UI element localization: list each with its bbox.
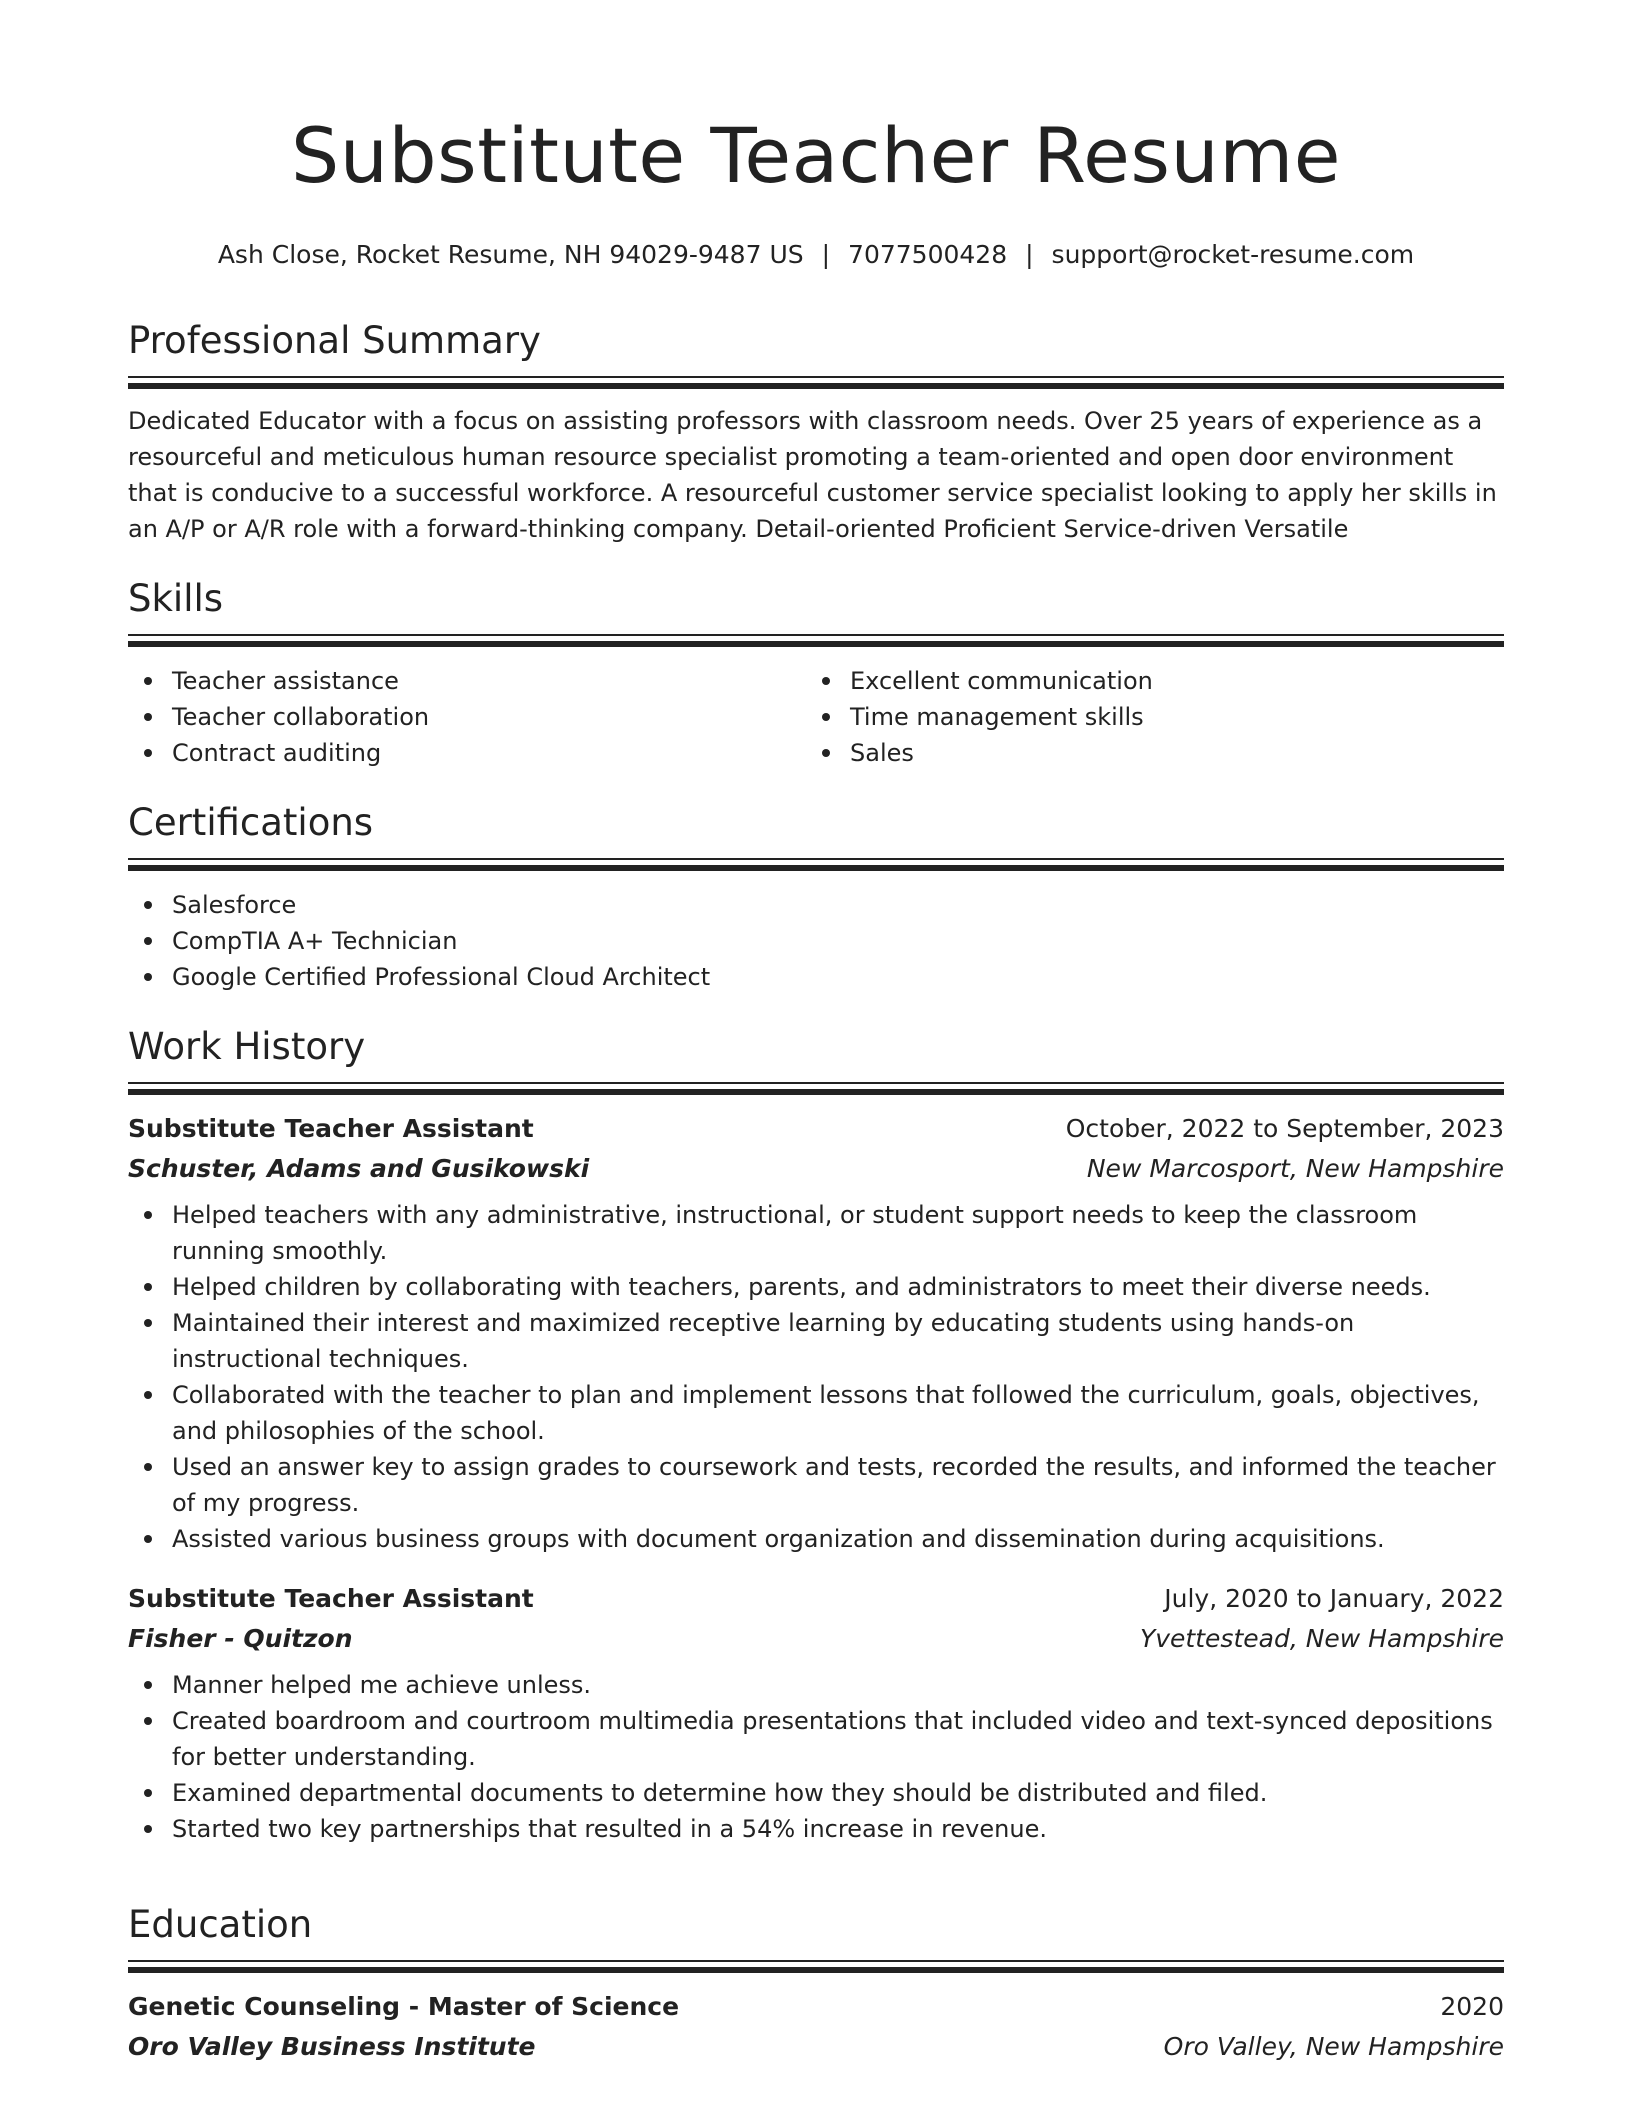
list-item: Teacher assistance bbox=[128, 663, 806, 699]
job-location: New Marcosport, New Hampshire bbox=[1086, 1154, 1504, 1183]
certifications-list bbox=[128, 887, 1504, 995]
list-item: Manner helped me achieve unless. bbox=[128, 1667, 1504, 1703]
section-heading: Education bbox=[128, 1903, 313, 1946]
list-item: Time management skills bbox=[806, 699, 1484, 735]
list-item: Helped teachers with any administrative, instructional, or student support needs to keep the classroom running smoothly. bbox=[128, 1197, 1504, 1269]
section-rule bbox=[128, 1960, 1504, 1973]
job-dates: July, 2020 to January, 2022 bbox=[1164, 1584, 1504, 1613]
list-item: Contract auditing bbox=[128, 735, 806, 771]
certifications-section bbox=[128, 801, 1504, 995]
skills-section bbox=[128, 577, 1504, 771]
summary-section bbox=[128, 319, 1504, 547]
job-subheader bbox=[128, 1619, 1504, 1659]
job-entry bbox=[128, 1579, 1504, 1847]
contact-phone: 7077500428 bbox=[848, 240, 1008, 269]
skills-list-right bbox=[806, 663, 1484, 771]
contact-address: Ash Close, Rocket Resume, NH 94029-9487 US bbox=[217, 240, 804, 269]
contact-line bbox=[128, 242, 1504, 267]
summary-text: Dedicated Educator with a focus on assisting professors with classroom needs. Over 25 years of experience as a resourceful and meticulous human resource specialist promoting a team-oriented and open door environment that is conducive to a successful workforce. A resourceful customer service specialist looking to apply her skills in an A/P or A/R role with a forward-thinking company. Detail-oriented Proficient Service-driven Versatile bbox=[128, 407, 1497, 543]
skills-list-left bbox=[128, 663, 806, 771]
list-item: Assisted various business groups with document organization and dissemination during acquisitions. bbox=[128, 1521, 1504, 1557]
education-header bbox=[128, 1987, 1504, 2027]
section-rule bbox=[128, 858, 1504, 871]
job-bullets bbox=[128, 1197, 1504, 1557]
section-heading: Work History bbox=[128, 1025, 366, 1068]
page-title: Substitute Teacher Resume bbox=[290, 111, 1341, 200]
job-title: Substitute Teacher Assistant bbox=[128, 1584, 534, 1613]
list-item: Salesforce bbox=[128, 887, 1504, 923]
list-item: Maintained their interest and maximized receptive learning by educating students using hands-on instructional techniques. bbox=[128, 1305, 1504, 1377]
section-heading: Skills bbox=[128, 577, 224, 620]
work-history-section bbox=[128, 1025, 1504, 1847]
list-item: Google Certified Professional Cloud Architect bbox=[128, 959, 1504, 995]
degree: Genetic Counseling - Master of Science bbox=[128, 1992, 680, 2021]
job-subheader bbox=[128, 1149, 1504, 1189]
section-rule bbox=[128, 1082, 1504, 1095]
list-item: Excellent communication bbox=[806, 663, 1484, 699]
education-section bbox=[128, 1903, 1504, 2067]
list-item: Helped children by collaborating with teachers, parents, and administrators to meet their diverse needs. bbox=[128, 1269, 1504, 1305]
job-header bbox=[128, 1109, 1504, 1149]
job-location: Yvettestead, New Hampshire bbox=[1139, 1624, 1504, 1653]
school-name: Oro Valley Business Institute bbox=[128, 2032, 536, 2061]
job-company: Schuster, Adams and Gusikowski bbox=[128, 1154, 590, 1183]
job-bullets bbox=[128, 1667, 1504, 1847]
list-item: Teacher collaboration bbox=[128, 699, 806, 735]
school-location: Oro Valley, New Hampshire bbox=[1163, 2032, 1504, 2061]
job-header bbox=[128, 1579, 1504, 1619]
education-subheader bbox=[128, 2027, 1504, 2067]
list-item: Sales bbox=[806, 735, 1484, 771]
list-item: Created boardroom and courtroom multimedia presentations that included video and text-synced depositions for better understanding. bbox=[128, 1703, 1504, 1775]
list-item: Examined departmental documents to determine how they should be distributed and filed. bbox=[128, 1775, 1504, 1811]
section-rule bbox=[128, 376, 1504, 389]
list-item: CompTIA A+ Technician bbox=[128, 923, 1504, 959]
job-company: Fisher - Quitzon bbox=[128, 1624, 353, 1653]
section-heading: Certifications bbox=[128, 801, 374, 844]
contact-separator: | bbox=[821, 240, 831, 269]
skills-grid bbox=[128, 647, 1504, 771]
list-item: Started two key partnerships that resulted in a 54% increase in revenue. bbox=[128, 1811, 1504, 1847]
list-item: Used an answer key to assign grades to coursework and tests, recorded the results, and informed the teacher of my progress. bbox=[128, 1449, 1504, 1521]
job-entry bbox=[128, 1109, 1504, 1557]
section-rule bbox=[128, 634, 1504, 647]
graduation-year: 2020 bbox=[1440, 1992, 1504, 2021]
section-heading: Professional Summary bbox=[128, 319, 541, 362]
contact-separator: | bbox=[1025, 240, 1034, 269]
contact-email: support@rocket-resume.com bbox=[1051, 240, 1415, 269]
job-dates: October, 2022 to September, 2023 bbox=[1065, 1114, 1504, 1143]
list-item: Collaborated with the teacher to plan and implement lessons that followed the curriculum, goals, objectives, and philosophies of the school. bbox=[128, 1377, 1504, 1449]
job-title: Substitute Teacher Assistant bbox=[128, 1114, 534, 1143]
